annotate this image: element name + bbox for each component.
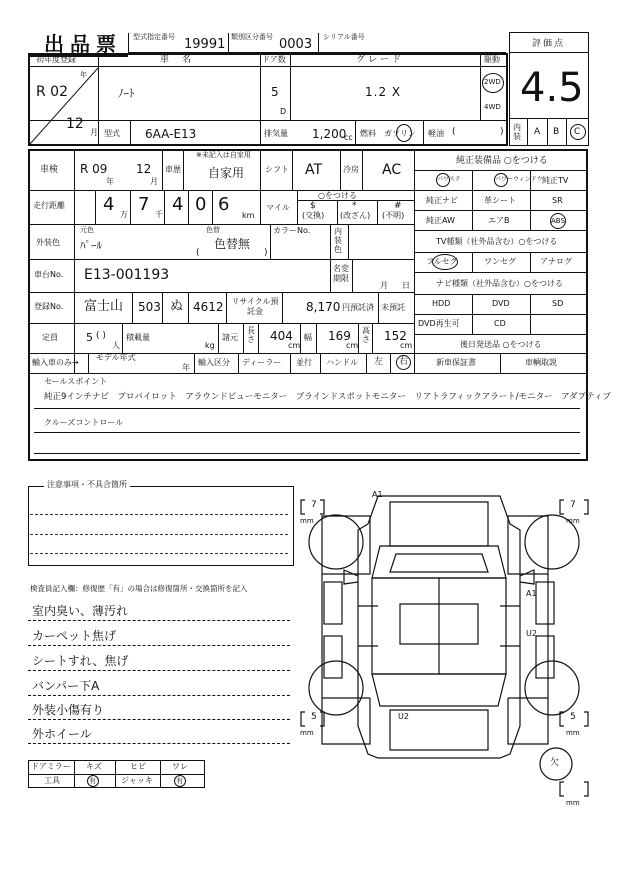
length: 404 bbox=[270, 329, 293, 343]
mileage-digit-1: 4 bbox=[103, 194, 115, 215]
reg-area: 富士山 bbox=[84, 299, 124, 314]
first-reg-diagonal bbox=[28, 66, 98, 146]
sales-label: セールスポイント bbox=[44, 377, 108, 386]
mileage-digit-3: 4 bbox=[172, 194, 184, 215]
usage-history: 自家用 bbox=[208, 166, 245, 180]
sales-line-2: クルーズコントロール bbox=[44, 418, 124, 427]
inspection-month: 12 bbox=[136, 162, 152, 176]
capacity: 5 bbox=[86, 331, 93, 344]
tire-rr-depth: 5 bbox=[570, 712, 576, 722]
class-no-box: 類別区分番号 0003 bbox=[228, 33, 318, 53]
doors: 5 bbox=[271, 85, 279, 99]
mileage-digit-4: 0 bbox=[195, 194, 207, 215]
shift: AT bbox=[305, 162, 323, 178]
car-name: ﾉｰﾄ bbox=[118, 87, 135, 100]
car-diagram bbox=[300, 486, 640, 816]
note-item-6: 外ホイール bbox=[32, 727, 92, 741]
air-conditioner: AC bbox=[382, 162, 402, 178]
original-color: ﾊﾟｰﾙ bbox=[80, 239, 102, 252]
sales-line-1: 純正9インチナビ プロパイロット アラウンドビューモニター ブラインドスポットモニター リアトラフィックアラート/モニター アダプティブ bbox=[44, 392, 611, 402]
spare-tire-missing: 欠 bbox=[550, 758, 560, 768]
interior-b: B bbox=[553, 127, 560, 137]
note-item-1: 室内臭い、薄汚れ bbox=[32, 604, 129, 618]
damage-a1-side: A1 bbox=[526, 589, 537, 598]
reg-kana: ぬ bbox=[170, 299, 184, 314]
height: 152 bbox=[384, 329, 407, 343]
first-reg-month: 12 bbox=[66, 116, 84, 132]
inspector-note: 検査員記入欄：修復歴「有」の場合は修復箇所・交換箇所を記入 bbox=[30, 584, 248, 593]
color-change: 色替無 bbox=[214, 237, 251, 251]
damage-a1-front: A1 bbox=[372, 490, 383, 499]
reg-number: 4612 bbox=[193, 300, 224, 314]
interior-a: A bbox=[534, 127, 541, 137]
mileage-digit-2: 7 bbox=[138, 194, 150, 215]
width: 169 bbox=[328, 329, 351, 343]
inspection-era: R 09 bbox=[80, 162, 108, 176]
equip-title: 純正装備品 ○をつける bbox=[456, 156, 548, 166]
interior-c: C bbox=[574, 127, 581, 137]
serial-box: シリアル番号 bbox=[318, 33, 506, 53]
tire-rl-depth: 5 bbox=[311, 712, 317, 722]
model-no: 19991 bbox=[184, 37, 226, 52]
fuel-gasoline-circle bbox=[396, 124, 412, 142]
notes-box bbox=[28, 486, 294, 566]
score-value: 4.5 bbox=[520, 65, 584, 111]
mileage-digit-5: 6 bbox=[218, 194, 230, 215]
damage-u2-side: U2 bbox=[526, 629, 537, 638]
damage-u2-rear: U2 bbox=[398, 712, 409, 721]
model-no-box: 型式指定番号 19991 bbox=[128, 33, 228, 53]
chassis-number: E13-001193 bbox=[84, 267, 170, 283]
displacement: 1,200 bbox=[312, 127, 347, 141]
note-item-4: バンパー下A bbox=[32, 679, 100, 693]
tire-fr-depth: 7 bbox=[570, 500, 576, 510]
note-item-5: 外装小傷有り bbox=[32, 703, 105, 717]
reg-class: 503 bbox=[138, 300, 161, 314]
score-label: 評価点 bbox=[532, 39, 566, 49]
note-item-2: カーペット焦げ bbox=[32, 629, 117, 643]
model-type: 6AA-E13 bbox=[145, 127, 197, 141]
grade: 1.2 X bbox=[365, 85, 402, 99]
recycle-fee: 8,170 bbox=[306, 300, 341, 314]
first-reg-era: R 02 bbox=[36, 84, 68, 100]
tire-fl-depth: 7 bbox=[311, 500, 317, 510]
sheet-title: 出品票 bbox=[44, 32, 122, 56]
notes-title: 注意事項・不具合箇所 bbox=[44, 481, 130, 489]
note-item-3: シートすれ、焦げ bbox=[32, 654, 129, 668]
class-no: 0003 bbox=[279, 37, 313, 52]
